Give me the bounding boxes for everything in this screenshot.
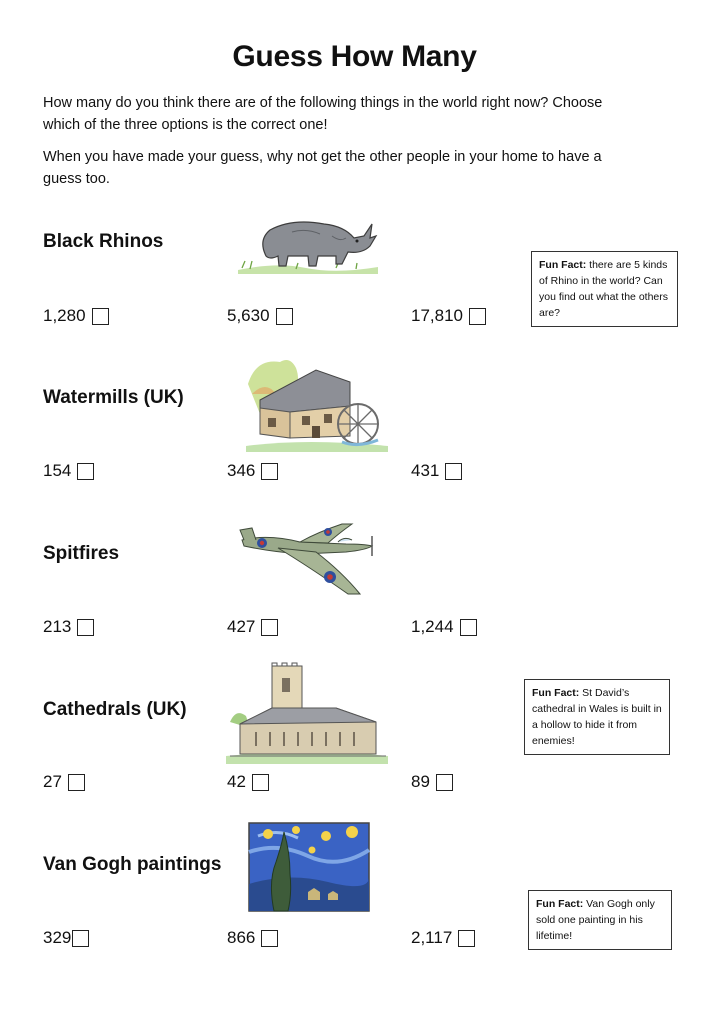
answer-checkbox[interactable] — [261, 930, 278, 947]
option-spitfires-3[interactable] — [411, 617, 477, 637]
option-value: 431 — [411, 461, 440, 480]
option-cathedrals-3[interactable] — [411, 772, 453, 792]
rhino-illustration — [236, 212, 380, 276]
option-value: 27 — [43, 772, 62, 791]
page-title: Guess How Many — [232, 40, 477, 73]
fun-fact-text: there are 5 kinds of Rhino in the world? Can you find out what the others are? — [539, 259, 668, 319]
option-value: 17,810 — [411, 306, 463, 325]
watermill-illustration — [246, 354, 388, 454]
cathedral-illustration — [226, 662, 388, 766]
option-value: 866 — [227, 928, 256, 947]
answer-checkbox[interactable] — [469, 308, 486, 325]
option-watermills-2[interactable] — [227, 461, 278, 481]
item-title-cathedrals: Cathedrals (UK) — [43, 699, 187, 720]
answer-checkbox[interactable] — [458, 930, 475, 947]
fun-fact-label: Fun Fact: — [532, 687, 580, 699]
answer-checkbox[interactable] — [77, 463, 94, 480]
item-title-spitfires: Spitfires — [43, 543, 120, 564]
option-spitfires-2[interactable] — [227, 617, 278, 637]
fun-fact-text: Van Gogh only sold one painting in his lifetime! — [536, 898, 655, 942]
option-van-gogh-1[interactable] — [43, 928, 89, 948]
answer-checkbox[interactable] — [252, 774, 269, 791]
option-value: 5,630 — [227, 306, 270, 325]
option-black-rhinos-2[interactable] — [227, 306, 293, 326]
option-black-rhinos-1[interactable] — [43, 306, 109, 326]
option-value: 1,280 — [43, 306, 86, 325]
fun-fact-box-van-gogh — [528, 890, 672, 950]
option-cathedrals-2[interactable] — [227, 772, 269, 792]
starry-night-illustration — [248, 822, 370, 912]
answer-checkbox[interactable] — [68, 774, 85, 791]
option-value: 346 — [227, 461, 256, 480]
answer-checkbox[interactable] — [261, 463, 278, 480]
option-value: 42 — [227, 772, 246, 791]
intro-text: How many do you think there are of the following things in the world right now? Choose which of the three options is the correct one! — [43, 95, 603, 133]
option-value: 427 — [227, 617, 256, 636]
option-value: 2,117 — [411, 928, 453, 947]
option-value: 1,244 — [411, 617, 454, 636]
answer-checkbox[interactable] — [436, 774, 453, 791]
option-watermills-1[interactable] — [43, 461, 94, 481]
option-van-gogh-3[interactable] — [411, 928, 475, 948]
option-value: 89 — [411, 772, 430, 791]
instructions-text: When you have made your guess, why not get the other people in your home to have a guess too. — [43, 149, 602, 187]
option-value: 154 — [43, 461, 72, 480]
item-title-van-gogh: Van Gogh paintings — [43, 854, 222, 875]
option-value: 329 — [43, 928, 72, 947]
answer-checkbox[interactable] — [261, 619, 278, 636]
fun-fact-text: St David’s cathedral in Wales is built in a hollow to hide it from enemies! — [532, 687, 662, 747]
item-title-watermills: Watermills (UK) — [43, 387, 184, 408]
option-cathedrals-1[interactable] — [43, 772, 85, 792]
answer-checkbox[interactable] — [77, 619, 94, 636]
answer-checkbox[interactable] — [276, 308, 293, 325]
fun-fact-box-rhinos — [531, 251, 678, 327]
fun-fact-label: Fun Fact: — [539, 259, 587, 271]
option-spitfires-1[interactable] — [43, 617, 94, 637]
option-value: 213 — [43, 617, 72, 636]
option-van-gogh-2[interactable] — [227, 928, 278, 948]
item-title-black-rhinos: Black Rhinos — [43, 231, 164, 252]
answer-checkbox[interactable] — [445, 463, 462, 480]
answer-checkbox[interactable] — [72, 930, 89, 947]
fun-fact-label: Fun Fact: — [536, 898, 584, 910]
option-watermills-3[interactable] — [411, 461, 462, 481]
spitfire-illustration — [238, 522, 378, 598]
fun-fact-box-cathedrals — [524, 679, 670, 755]
option-black-rhinos-3[interactable] — [411, 306, 486, 326]
answer-checkbox[interactable] — [92, 308, 109, 325]
answer-checkbox[interactable] — [460, 619, 477, 636]
